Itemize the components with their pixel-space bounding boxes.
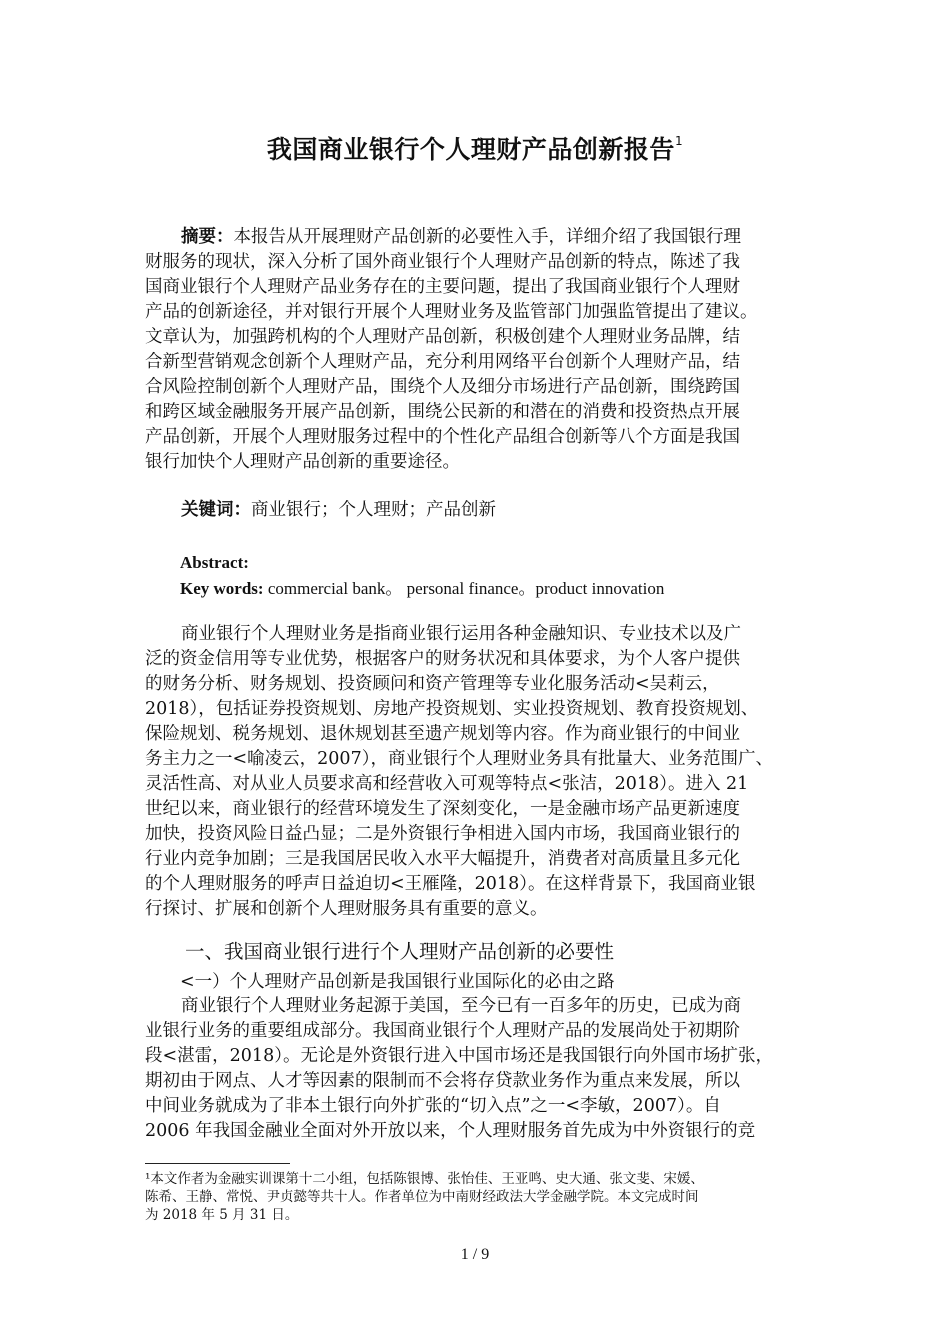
- footnote-line-0: ¹本文作者为金融实训课第十二小组，包括陈银博、张怡佳、王亚鸣、史大通、张文斐、宋媛、: [145, 1171, 704, 1187]
- summary-line-7: 和跨区域金融服务开展产品创新，围绕公民新的和潜在的消费和投资热点开展: [145, 402, 740, 422]
- body-line-2: 段<湛雷，2018）。无论是外资银行进入中国市场还是我国银行向外国市场扩张，: [145, 1046, 773, 1066]
- intro-line-5: 务主力之一<喻凌云，2007），商业银行个人理财业务具有批量大、业务范围广、: [145, 749, 773, 769]
- footnote-line-1: 陈希、王静、常悦、尹贞懿等共十人。作者单位为中南财经政法大学金融学院。本文完成时间: [145, 1189, 699, 1205]
- summary-line-5: 合新型营销观念创新个人理财产品，充分利用网络平台创新个人理财产品，结: [145, 352, 740, 372]
- intro-line-7: 世纪以来，商业银行的经营环境发生了深刻变化，一是金融市场产品更新速度: [145, 799, 740, 819]
- title-text: 我国商业银行个人理财产品创新报告: [266, 135, 675, 164]
- body-line-0: 商业银行个人理财业务起源于美国，至今已有一百多年的历史，已成为商: [181, 996, 741, 1016]
- summary-line-2: 国商业银行个人理财产品业务存在的主要问题，提出了我国商业银行个人理财: [145, 277, 740, 297]
- summary-line-8: 产品创新，开展个人理财服务过程中的个性化产品组合创新等八个方面是我国: [145, 427, 740, 447]
- body-paragraph: [145, 994, 800, 1144]
- footnote-line-2: 为 2018 年 5 月 31 日。: [145, 1207, 299, 1223]
- body-line-1: 业银行业务的重要组成部分。我国商业银行个人理财产品的发展尚处于初期阶: [145, 1021, 740, 1041]
- intro-paragraph: [145, 622, 800, 922]
- abstract-block: [180, 550, 664, 602]
- intro-line-3: 2018），包括证券投资规划、房地产投资规划、实业投资规划、教育投资规划、: [145, 699, 759, 719]
- summary-line-6: 合风险控制创新个人理财产品，围绕个人及细分市场进行产品创新，围绕跨国: [145, 377, 740, 397]
- summary-paragraph: [145, 225, 800, 475]
- intro-line-6: 灵活性高、对从业人员要求高和经营收入可观等特点<张洁，2018）。进入 21: [145, 774, 749, 794]
- intro-line-9: 行业内竞争加剧；三是我国居民收入水平大幅提升，消费者对高质量且多元化: [145, 849, 740, 869]
- summary-line-9: 银行加快个人理财产品创新的重要途径。: [145, 452, 460, 472]
- summary-lead: 摘要：: [181, 227, 234, 247]
- intro-line-1: 泛的资金信用等专业优势，根据客户的财务状况和具体要求，为个人客户提供: [145, 649, 740, 669]
- summary-line-1: 财服务的现状，深入分析了国外商业银行个人理财产品创新的特点，陈述了我: [145, 252, 740, 272]
- intro-line-11: 行探讨、扩展和创新个人理财服务具有重要的意义。: [145, 899, 548, 919]
- title-footnote-mark: 1: [674, 134, 684, 148]
- document-title: [0, 130, 950, 166]
- abstract-keywords-text: commercial bank。 personal finance。product innovation: [263, 579, 665, 598]
- intro-line-0: 商业银行个人理财业务是指商业银行运用各种金融知识、专业技术以及广: [181, 624, 741, 644]
- intro-line-4: 保险规划、税务规划、退休规划甚至遗产规划等内容。作为商业银行的中间业: [145, 724, 740, 744]
- summary-line-0: 摘要：本报告从开展理财产品创新的必要性入手，详细介绍了我国银行理: [181, 227, 741, 247]
- body-line-3: 期初由于网点、人才等因素的限制而不会将存贷款业务作为重点来发展，所以: [145, 1071, 740, 1091]
- keywords-paragraph: [145, 498, 800, 523]
- summary-line-4: 文章认为，加强跨机构的个人理财产品创新，积极创建个人理财业务品牌，结: [145, 327, 740, 347]
- page-number: 1 / 9: [460, 1246, 490, 1263]
- intro-line-10: 的个人理财服务的呼声日益迫切<王雁隆，2018）。在这样背景下，我国商业银: [145, 874, 756, 894]
- body-line-4: 中间业务就成为了非本土银行向外扩张的“切入点”之一<李敏，2007）。自: [145, 1096, 721, 1116]
- keywords-lead: 关键词：: [181, 500, 251, 520]
- body-line-5: 2006 年我国金融业全面对外开放以来，个人理财服务首先成为中外资银行的竞: [145, 1121, 756, 1141]
- abstract-keywords-label: Key words:: [180, 579, 264, 598]
- intro-line-2: 的财务分析、财务规划、投资顾问和资产管理等专业化服务活动<吴莉云，: [145, 674, 720, 694]
- abstract-label: Abstract:: [180, 553, 249, 572]
- summary-line-3: 产品的创新途径，并对银行开展个人理财业务及监管部门加强监管提出了建议。: [145, 302, 758, 322]
- section-heading-1: 一、我国商业银行进行个人理财产品创新的必要性: [185, 940, 615, 963]
- intro-line-8: 加快，投资风险日益凸显；二是外资银行争相进入国内市场，我国商业银行的: [145, 824, 740, 844]
- keywords-text: 商业银行；个人理财；产品创新: [251, 500, 496, 520]
- footnote: [145, 1170, 805, 1224]
- footnote-separator: [145, 1163, 290, 1164]
- subsection-heading-1: <一）个人理财产品创新是我国银行业国际化的必由之路: [180, 972, 615, 992]
